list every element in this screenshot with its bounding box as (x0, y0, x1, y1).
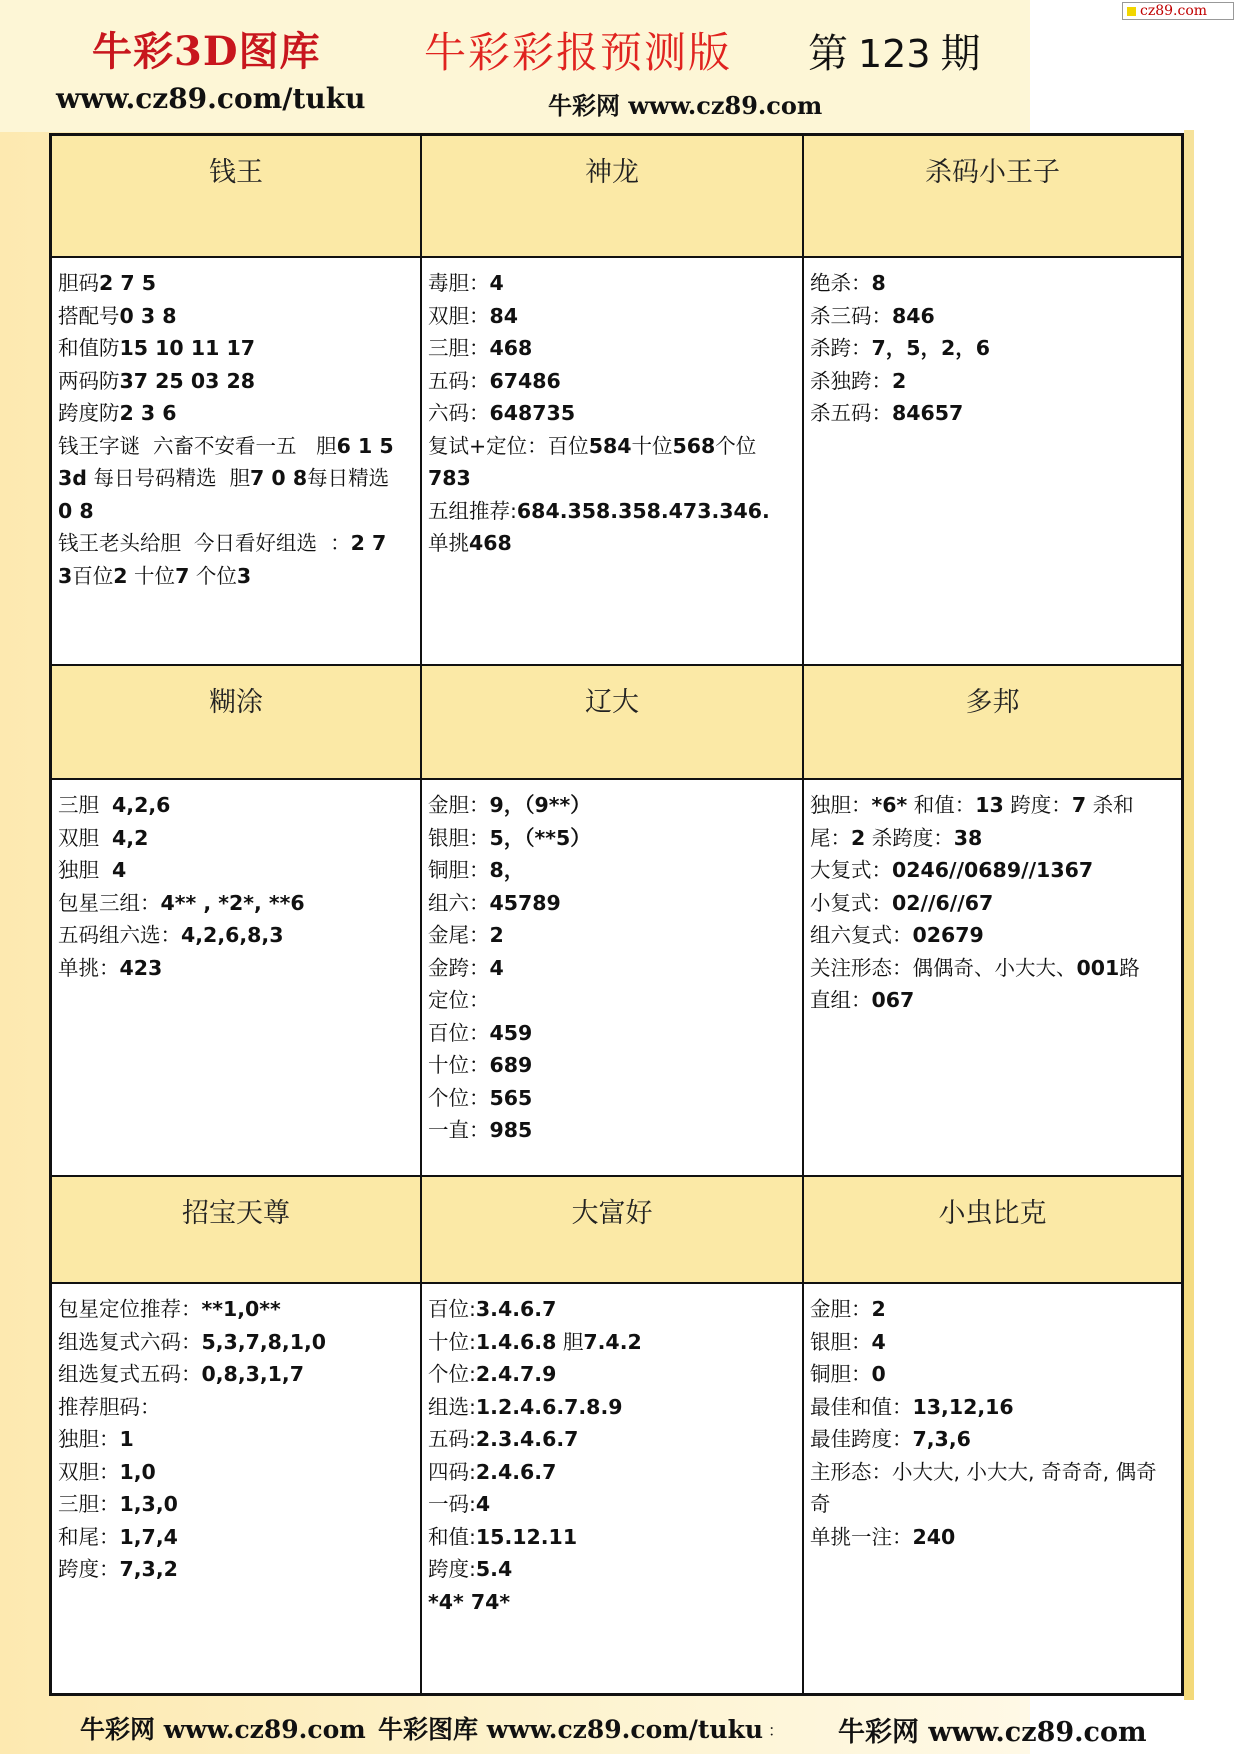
line-label: 主形态：小大大, 小大大, 奇奇奇, 偶奇 (810, 1459, 1157, 1484)
line-value: 45789 (489, 890, 561, 915)
line-label: 杀独跨： (810, 368, 892, 393)
panel-line (810, 1391, 1175, 1424)
line-value: 2 7 (350, 531, 387, 555)
line-label: 双胆： (58, 1459, 120, 1484)
panel-line (428, 462, 796, 495)
line-value: 1 (119, 1427, 134, 1451)
panel-line (810, 1521, 1175, 1554)
line-label: 直组： (810, 988, 872, 1012)
line-label: 五码组六选： (58, 923, 181, 947)
line-label: 独胆： (810, 793, 872, 817)
line-value: 2.4.7.9 (475, 1362, 557, 1386)
line-value: 7 (175, 563, 190, 588)
line-label: 铜胆： (428, 858, 490, 882)
line-value: 0,8,3,1,7 (201, 1362, 304, 1386)
panel-line (428, 527, 796, 560)
panel-body (804, 258, 1181, 666)
footer-separator: ： (768, 1721, 785, 1740)
line-label: 毒胆： (428, 271, 490, 295)
line-label: 十位： (428, 1053, 490, 1077)
line-value: 3 (58, 563, 73, 588)
line-value: 13 (975, 793, 1004, 817)
panel-line (810, 952, 1175, 985)
panel-line (428, 952, 796, 985)
brand-tag-text: cz89.com (1140, 3, 1208, 19)
panel-body (52, 1284, 422, 1693)
line-label: 一直： (428, 1118, 490, 1142)
panel-line (428, 822, 796, 855)
line-value: 2 (489, 923, 504, 947)
panel-line (810, 332, 1175, 365)
line-value: 15.12.11 (475, 1524, 578, 1549)
panel-line (58, 462, 414, 495)
line-value: 684.358.358.473.346. (516, 498, 770, 523)
panel-line (428, 1456, 796, 1489)
line-label: 百位: (428, 1297, 476, 1321)
line-value: 7 0 8 (250, 466, 308, 490)
line-label: 和尾： (58, 1524, 120, 1549)
panel-line (58, 527, 414, 560)
line-value: 4 (871, 1329, 886, 1354)
panel-title: 小虫比克 (804, 1177, 1181, 1284)
header-issue (808, 22, 981, 79)
line-label: 定位： (428, 988, 490, 1012)
panel-title: 钱王 (52, 136, 422, 258)
panel-line (58, 332, 414, 365)
line-label: 单挑： (58, 955, 120, 980)
panel-body (52, 780, 422, 1177)
panel-line (58, 919, 414, 952)
line-label: 个位 (189, 563, 237, 588)
panel-body (422, 258, 804, 666)
line-value: 1.4.6.8 (475, 1329, 557, 1354)
line-label: 金胆： (810, 1297, 872, 1321)
line-label: 尾： (810, 825, 851, 850)
line-label: 双胆： (428, 303, 490, 328)
line-value: 584 (588, 433, 632, 458)
line-label: 十位 (127, 563, 176, 588)
line-value: 7 (1071, 793, 1087, 817)
line-value: 2 7 5 (99, 271, 157, 295)
line-label: 胆码 (58, 271, 99, 295)
line-value: 2 3 6 (119, 401, 177, 425)
line-value: 6 1 5 (336, 433, 394, 458)
line-label: 三胆： (58, 1492, 120, 1516)
panel-line (428, 365, 796, 398)
panel-line (810, 822, 1175, 855)
line-label: 组六： (428, 890, 490, 915)
panel-line (810, 984, 1175, 1017)
line-label: 胆 (556, 1329, 584, 1354)
panel-line (428, 1553, 796, 1586)
issue-suffix: 期 (940, 31, 981, 77)
panel-line (428, 300, 796, 333)
line-label: 个位 (715, 433, 757, 458)
line-label: 三胆： (428, 336, 490, 360)
line-label: 组选复式六码： (58, 1329, 202, 1354)
line-value: 4** , *2*, **6 (160, 890, 305, 915)
line-label: 银胆： (428, 825, 490, 850)
line-label: 杀五码： (810, 401, 892, 425)
panel-line (428, 430, 796, 463)
line-value: 5.4 (475, 1557, 513, 1581)
line-value: 02//6//67 (892, 890, 994, 915)
panel-line (428, 332, 796, 365)
line-value: 846 (892, 303, 935, 328)
panel-body (422, 1284, 804, 1693)
panel-line (810, 1456, 1175, 1489)
panel-line (58, 789, 414, 822)
footer (0, 1704, 1240, 1748)
panel-title: 杀码小王子 (804, 136, 1181, 258)
panel-line (810, 789, 1175, 822)
panel-line (428, 495, 796, 528)
panel-title: 神龙 (422, 136, 804, 258)
panel-title: 辽大 (422, 666, 804, 780)
panel-line (810, 854, 1175, 887)
line-label: 钱王字谜 六畜不安看一五 胆 (58, 433, 337, 458)
line-label: 三胆 (58, 793, 113, 817)
line-label: 五组推荐: (428, 498, 517, 523)
panel-line (810, 1488, 1175, 1521)
line-label: 搭配号 (58, 303, 120, 328)
line-value: 67486 (489, 368, 561, 393)
line-label: 奇 (810, 1492, 831, 1516)
panel-title: 糊涂 (52, 666, 422, 780)
panel-line (428, 397, 796, 430)
page-edge-strip (1184, 130, 1194, 1700)
panel-line (58, 1456, 414, 1489)
line-value: 4 (475, 1492, 491, 1516)
header-url-left[interactable]: www.cz89.com/tuku (56, 82, 366, 115)
line-value: 8 (871, 271, 886, 295)
line-label: 复试+定位：百位 (428, 433, 589, 458)
line-value: 15 10 11 17 (119, 336, 256, 360)
header-url-center[interactable]: 牛彩网 www.cz89.com (548, 91, 823, 120)
line-label: 单挑 (428, 531, 469, 555)
panel-line (428, 1488, 796, 1521)
line-label: 百位 (72, 563, 114, 588)
line-label: 一码: (428, 1492, 476, 1516)
panel-line (810, 267, 1175, 300)
panel-line (810, 397, 1175, 430)
panel-line (810, 1326, 1175, 1359)
panel-line (428, 984, 796, 1017)
panel-line (58, 1553, 414, 1586)
line-label: 跨度： (58, 1557, 120, 1581)
panel-title: 招宝天尊 (52, 1177, 422, 1284)
issue-number: 123 (858, 32, 931, 76)
line-label: 包星三组： (58, 890, 161, 915)
line-label: 组六复式： (810, 923, 913, 947)
line-label: 包星定位推荐： (58, 1297, 202, 1321)
panel-title: 多邦 (804, 666, 1181, 780)
panel-line (810, 1358, 1175, 1391)
panel-title: 大富好 (422, 1177, 804, 1284)
line-label: 杀跨度： (865, 825, 954, 850)
panel-line (58, 1521, 414, 1554)
brand-tag[interactable] (1122, 2, 1234, 20)
line-value: 783 (428, 466, 471, 490)
panel-line (58, 1423, 414, 1456)
panel-line (428, 1017, 796, 1050)
line-label: 四码: (428, 1459, 476, 1484)
line-label: 关注形态：偶偶奇、小大大、 (810, 955, 1077, 980)
line-value: 7，5，2，6 (871, 336, 991, 360)
panel-line (58, 952, 414, 985)
line-value: 0 (871, 1362, 886, 1386)
panel-line (428, 854, 796, 887)
line-value: 4,2 (112, 825, 149, 850)
panel-line (428, 887, 796, 920)
panel-line (428, 919, 796, 952)
panel-line (58, 560, 414, 593)
line-value: 1,0 (119, 1459, 156, 1484)
panel-line (58, 1391, 414, 1424)
line-value: 5,3,7,8,1,0 (201, 1329, 327, 1354)
line-value: 84657 (892, 401, 964, 425)
line-value: **1,0** (201, 1297, 281, 1321)
line-value: 067 (871, 988, 915, 1012)
panel-line (58, 822, 414, 855)
line-label: 十位: (428, 1329, 476, 1354)
line-value: 7,3,6 (912, 1427, 971, 1451)
footer-link-center[interactable]: 牛彩图库 www.cz89.com/tuku (378, 1715, 764, 1744)
panel-body (52, 258, 422, 666)
line-label: 个位: (428, 1362, 476, 1386)
prediction-grid (49, 133, 1184, 1696)
line-value: 0 8 (58, 498, 94, 523)
line-value: 4,2,6 (112, 793, 171, 817)
panel-line (428, 789, 796, 822)
line-value: *4* 74* (428, 1589, 511, 1614)
panel-line (810, 1293, 1175, 1326)
line-value: 4 (489, 271, 504, 295)
panel-line (58, 397, 414, 430)
panel-line (58, 1293, 414, 1326)
line-label: 杀跨： (810, 336, 872, 360)
line-value: 38 (953, 825, 983, 850)
line-value: 84 (489, 303, 519, 328)
panel-line (428, 1423, 796, 1456)
panel-line (428, 267, 796, 300)
line-label: 铜胆： (810, 1362, 872, 1386)
line-value: 648735 (489, 401, 576, 425)
line-label: 杀三码： (810, 303, 892, 328)
line-label: 最佳和值： (810, 1394, 913, 1419)
panel-body (804, 1284, 1181, 1693)
panel-line (58, 495, 414, 528)
line-label: 每日号码精选 胆 (86, 466, 251, 490)
line-label: 绝杀： (810, 271, 872, 295)
line-label: 个位： (428, 1085, 490, 1110)
line-label: 独胆： (58, 1427, 120, 1451)
footer-link-left[interactable]: 牛彩网 www.cz89.com (80, 1715, 366, 1744)
issue-prefix: 第 (808, 31, 848, 77)
panel-line (428, 1114, 796, 1147)
line-value: 0 3 8 (119, 303, 177, 328)
line-value: 9，（9**） (489, 793, 591, 817)
line-value: 13,12,16 (912, 1394, 1014, 1419)
line-label: 五码： (428, 368, 490, 393)
line-value: 468 (469, 531, 512, 555)
panel-line (58, 365, 414, 398)
line-label: 路 (1119, 955, 1140, 980)
line-label: 最佳跨度： (810, 1427, 913, 1451)
panel-line (428, 1326, 796, 1359)
footer-link-right[interactable]: 牛彩网 www.cz89.com (838, 1717, 1147, 1748)
line-label: 银胆： (810, 1329, 872, 1354)
line-label: 金跨： (428, 955, 490, 980)
panel-line (428, 1358, 796, 1391)
panel-line (58, 854, 414, 887)
line-label: 组选: (428, 1394, 476, 1419)
line-value: 8， (489, 858, 525, 882)
line-value: 0246//0689//1367 (892, 858, 1094, 882)
line-value: 4 (489, 955, 504, 980)
line-value: 423 (119, 955, 163, 980)
line-value: 1,3,0 (119, 1492, 178, 1516)
panel-body (804, 780, 1181, 1177)
line-label: 单挑一注： (810, 1524, 913, 1549)
line-label: 组选复式五码： (58, 1362, 202, 1386)
panel-line (428, 1049, 796, 1082)
line-label: 每日精选 (307, 466, 390, 490)
line-label: 十位 (631, 433, 673, 458)
line-value: 2 (871, 1297, 886, 1321)
line-value: 37 25 03 28 (119, 368, 256, 393)
line-value: 2.4.6.7 (475, 1459, 557, 1484)
line-value: *6* (871, 793, 908, 817)
brand-square-icon (1127, 7, 1136, 16)
line-value: 2 (892, 368, 907, 393)
line-label: 独胆 (58, 858, 113, 882)
line-value: 565 (489, 1085, 533, 1110)
panel-line (58, 300, 414, 333)
header-title-center: 牛彩彩报预测版 (424, 28, 733, 77)
line-label: 大复式： (810, 858, 892, 882)
line-value: 689 (489, 1053, 533, 1077)
panel-body (422, 780, 804, 1177)
line-value: 2.3.4.6.7 (475, 1427, 579, 1451)
line-value: 02679 (912, 923, 984, 947)
line-label: 金胆： (428, 793, 490, 817)
line-label: 推荐胆码： (58, 1394, 161, 1419)
header-title-left: 牛彩3D图库 (92, 28, 321, 75)
line-label: 六码： (428, 401, 490, 425)
line-value: 4 (112, 858, 127, 882)
line-value: 7,3,2 (119, 1557, 178, 1581)
line-value: 3 (236, 563, 252, 588)
line-value: 4,2,6,8,3 (181, 923, 284, 947)
line-value: 001 (1076, 955, 1120, 980)
panel-line (428, 1521, 796, 1554)
panel-line (428, 1293, 796, 1326)
panel-line (58, 267, 414, 300)
line-value: 2 (851, 825, 866, 850)
line-label: 钱王老头给胆 今日看好组选 ： (58, 531, 351, 555)
line-label: 小复式： (810, 890, 892, 915)
line-label: 和值： (907, 793, 976, 817)
line-value: 2 (113, 563, 128, 588)
line-value: 459 (489, 1020, 533, 1045)
line-value: 7.4.2 (583, 1329, 642, 1354)
panel-line (810, 887, 1175, 920)
line-value: 1.2.4.6.7.8.9 (475, 1394, 623, 1419)
panel-line (58, 887, 414, 920)
line-value: 1,7,4 (119, 1524, 178, 1549)
line-label: 和值: (428, 1524, 476, 1549)
panel-line (58, 430, 414, 463)
line-label: 和值防 (58, 336, 120, 360)
line-value: 3d (58, 466, 87, 490)
panel-line (58, 1326, 414, 1359)
panel-line (428, 1586, 796, 1619)
line-value: 568 (672, 433, 716, 458)
line-label: 跨度: (428, 1557, 476, 1581)
line-label: 杀和 (1086, 793, 1134, 817)
line-value: 240 (912, 1524, 956, 1549)
line-value: 5，（**5） (489, 825, 591, 850)
line-label: 双胆 (58, 825, 113, 850)
panel-line (810, 300, 1175, 333)
line-label: 两码防 (58, 368, 120, 393)
panel-line (428, 1082, 796, 1115)
panel-line (810, 1423, 1175, 1456)
panel-line (58, 1358, 414, 1391)
panel-line (810, 365, 1175, 398)
line-value: 468 (489, 336, 533, 360)
line-label: 跨度： (1003, 793, 1072, 817)
line-label: 五码: (428, 1427, 476, 1451)
line-label: 金尾： (428, 923, 490, 947)
panel-line (428, 1391, 796, 1424)
line-value: 985 (489, 1118, 533, 1142)
line-label: 跨度防 (58, 401, 120, 425)
panel-line (810, 919, 1175, 952)
line-value: 3.4.6.7 (475, 1297, 557, 1321)
line-label: 百位： (428, 1020, 490, 1045)
panel-line (58, 1488, 414, 1521)
